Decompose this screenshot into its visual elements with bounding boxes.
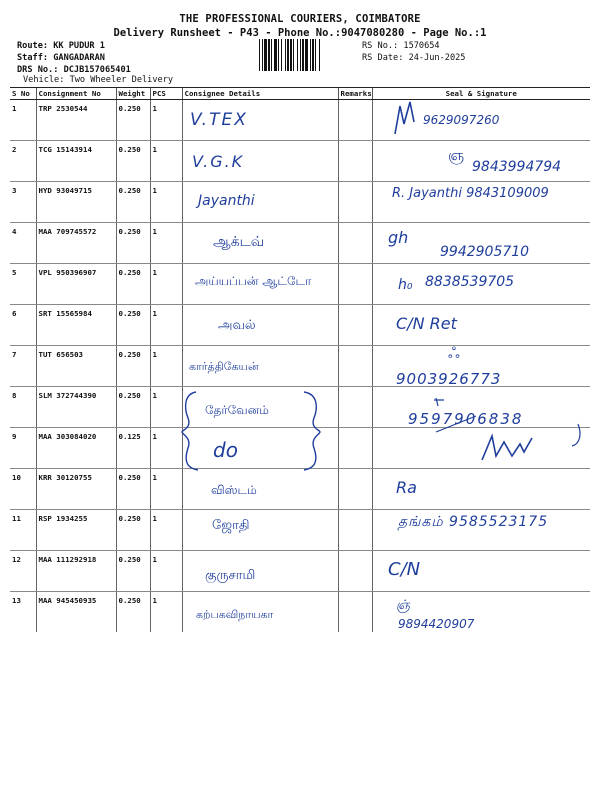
- weight-cell: 0.250: [116, 346, 150, 387]
- signature-hand-4: 9942905710: [440, 244, 530, 260]
- consignee-hand-7: கார்த்திகேயன்: [189, 360, 259, 373]
- signature-cell: [372, 346, 590, 387]
- remarks-cell: [338, 264, 372, 305]
- remarks-cell: [338, 592, 372, 633]
- consignee-cell: [182, 592, 338, 633]
- barcode-bar: [312, 39, 314, 71]
- consignee-hand-13: கற்பகவிநாயகா: [196, 608, 274, 621]
- barcode-bar: [305, 39, 308, 71]
- signature-cell: [372, 305, 590, 346]
- pcs-cell: 1: [150, 469, 182, 510]
- weight-cell: 0.250: [116, 141, 150, 182]
- consignment-cell: VPL 950396907: [36, 264, 116, 305]
- weight-cell: 0.250: [116, 305, 150, 346]
- runsheet-table: [10, 87, 590, 632]
- weight-cell: 0.250: [116, 264, 150, 305]
- runsheet-subtitle: Delivery Runsheet - P43 - Phone No.:9047080280 - Page No.:1: [113, 27, 487, 39]
- consignee-hand-10: விஸ்டம்: [211, 483, 257, 497]
- sno-cell: 1: [10, 100, 36, 141]
- consignee-hand-4: ஆக்டவ்: [213, 234, 265, 250]
- signature-cell: [372, 592, 590, 633]
- consignment-cell: RSP 1934255: [36, 510, 116, 551]
- barcode-bar: [293, 39, 294, 71]
- sno-cell: 13: [12, 596, 21, 605]
- consignee-cell: [182, 264, 338, 305]
- pcs-cell: 1: [150, 510, 182, 551]
- pcs-cell: 1: [150, 387, 182, 428]
- consignee-hand-8: தேர்வேனம்: [205, 403, 269, 417]
- signature-cell: [372, 387, 590, 428]
- barcode-bar: [262, 39, 263, 71]
- drs-number: DRS No.: DCJB157065401: [17, 65, 131, 75]
- col-weight: Weight: [116, 88, 150, 100]
- pcs-cell: 1: [150, 551, 182, 592]
- sno-cell: 5: [10, 264, 36, 305]
- remarks-cell: [338, 551, 372, 592]
- signature-hand-12: C/N: [388, 559, 421, 580]
- signature-hand-13: 9894420907: [398, 617, 475, 631]
- col-consignee: Consignee Details: [182, 88, 338, 100]
- consignee-hand-5: அய்யப்பன் ஆட்டோ: [195, 274, 312, 288]
- weight-cell: 0.250: [116, 551, 150, 592]
- sno-cell: 10: [10, 469, 36, 510]
- signature-hand-5: 8838539705: [425, 274, 515, 290]
- table-row: [10, 305, 590, 346]
- table-row: [10, 592, 590, 633]
- barcode-bar: [285, 39, 286, 71]
- barcode-bar: [259, 39, 260, 71]
- pcs-cell: 1: [150, 264, 182, 305]
- pcs-cell: 1: [150, 428, 182, 469]
- weight-cell: 0.250: [116, 387, 150, 428]
- sno-cell: 11: [10, 510, 36, 551]
- barcode-bar: [268, 39, 270, 71]
- signature-cell: [372, 141, 590, 182]
- table-row: [10, 264, 590, 305]
- weight-cell: 0.250: [116, 592, 150, 633]
- remarks-cell: [338, 510, 372, 551]
- sno-cell: 8: [10, 387, 36, 428]
- signature-cell: [372, 469, 590, 510]
- consignment-cell: MAA 945450935: [36, 592, 116, 633]
- route-label: Route: KK PUDUR 1: [17, 41, 105, 51]
- barcode-bar: [302, 39, 304, 71]
- consignee-hand-12: குருசாமி: [205, 568, 256, 583]
- table-row: [10, 223, 590, 264]
- table-row: [10, 182, 590, 223]
- consignment-cell: KRR 30120755: [36, 469, 116, 510]
- pcs-cell: 1: [150, 223, 182, 264]
- consignee-hand-1: V.TEX: [190, 110, 248, 130]
- barcode-bar: [278, 39, 279, 71]
- barcode-bar: [281, 39, 282, 71]
- consignment-cell: HYD 93049715: [36, 182, 116, 223]
- signature-cell: [372, 551, 590, 592]
- consignee-cell: [182, 510, 338, 551]
- signature-cell: [372, 264, 590, 305]
- signature-hand-11: தங்கம் 9585523175: [398, 514, 549, 530]
- signature-mark-7: ஃ: [448, 344, 460, 362]
- signature-hand-6: C/N Ret: [396, 314, 457, 333]
- pcs-cell: 1: [150, 141, 182, 182]
- barcode-bar: [310, 39, 311, 71]
- signature-cell: [372, 182, 590, 223]
- barcode-bar: [264, 39, 267, 71]
- signature-mark-2: ஞ: [448, 146, 465, 164]
- runsheet-title: THE PROFESSIONAL COURIERS, COIMBATORE: [179, 13, 421, 25]
- sno-cell: 2: [10, 141, 36, 182]
- remarks-cell: [338, 469, 372, 510]
- sno-cell: 4: [10, 223, 36, 264]
- signature-hand-3: R. Jayanthi 9843109009: [392, 186, 549, 201]
- table-row: [10, 100, 590, 141]
- table-row: [10, 346, 590, 387]
- table-row: [10, 510, 590, 551]
- consignee-hand-11: ஜோதி: [212, 518, 250, 533]
- consignment-cell: SRT 15565984: [36, 305, 116, 346]
- pcs-cell: 1: [150, 100, 182, 141]
- consignment-cell: TRP 2530544: [36, 100, 116, 141]
- barcode-bar: [300, 39, 301, 71]
- signature-cell: [372, 223, 590, 264]
- signature-scrawl-10: Ra: [396, 478, 417, 497]
- consignment-cell: SLM 372744390: [36, 387, 116, 428]
- consignee-cell: [182, 305, 338, 346]
- pcs-cell: 1: [150, 592, 182, 633]
- remarks-cell: [338, 346, 372, 387]
- consignee-cell: [182, 346, 338, 387]
- signature-hand-2: 9843994794: [472, 159, 562, 175]
- sno-cell: 6: [10, 305, 36, 346]
- weight-cell: 0.250: [116, 182, 150, 223]
- weight-cell: 0.125: [116, 428, 150, 469]
- barcode-bar: [290, 39, 292, 71]
- consignment-cell: MAA 111292918: [36, 551, 116, 592]
- table-row: [10, 551, 590, 592]
- barcode-bar: [287, 39, 289, 71]
- staff-label: Staff: GANGADARAN: [17, 53, 105, 63]
- signature-hand-1: 9629097260: [423, 113, 500, 127]
- consignee-hand-2: V.G.K: [192, 152, 245, 171]
- signature-scrawl-4: gh: [388, 228, 409, 247]
- consignee-hand-9: do: [213, 438, 238, 462]
- sno-cell: 12: [10, 551, 36, 592]
- consignee-cell: [182, 141, 338, 182]
- remarks-cell: [338, 305, 372, 346]
- consignment-cell: MAA 303084020: [36, 428, 116, 469]
- weight-cell: 0.250: [116, 223, 150, 264]
- consignee-bracket: [180, 388, 322, 472]
- barcode-bar: [319, 39, 320, 71]
- barcode-bar: [274, 39, 277, 71]
- weight-cell: 0.250: [116, 469, 150, 510]
- pcs-cell: 1: [150, 182, 182, 223]
- remarks-cell: [338, 141, 372, 182]
- consignee-cell: [182, 182, 338, 223]
- barcode-bar: [297, 39, 298, 71]
- consignee-cell: [182, 469, 338, 510]
- signature-scrawl-13: ஞ்: [396, 598, 410, 613]
- signature-hand-8: 9597906838: [408, 410, 524, 428]
- signature-cell: [372, 510, 590, 551]
- signature-cell: [372, 428, 590, 469]
- signature-cell: [372, 100, 590, 141]
- barcode-bar: [315, 39, 316, 71]
- consignee-cell: [182, 223, 338, 264]
- barcode-bar: [271, 39, 272, 71]
- consignee-hand-6: அவல்: [218, 318, 256, 333]
- signature-scrawl-5: h₀: [398, 277, 413, 293]
- col-seal-signature: Seal & Signature: [372, 88, 590, 100]
- consignment-cell: TUT 656503: [36, 346, 116, 387]
- consignment-cell: TCG 15143914: [36, 141, 116, 182]
- remarks-cell: [338, 428, 372, 469]
- sno-cell: 3: [10, 182, 36, 223]
- remarks-cell: [338, 182, 372, 223]
- weight-cell: 0.250: [116, 510, 150, 551]
- consignee-hand-3: Jayanthi: [198, 193, 255, 209]
- consignment-cell: MAA 709745572: [36, 223, 116, 264]
- table-row: [10, 141, 590, 182]
- rs-date: RS Date: 24-Jun-2025: [362, 53, 466, 63]
- signature-hand-7: 9003926773: [396, 370, 502, 388]
- remarks-cell: [338, 100, 372, 141]
- remarks-cell: [338, 387, 372, 428]
- remarks-cell: [338, 223, 372, 264]
- col-pcs: PCS: [150, 88, 182, 100]
- rs-number: RS No.: 1570654: [362, 41, 440, 51]
- barcode: [259, 39, 354, 71]
- table-header-row: [10, 88, 590, 100]
- consignee-cell: [182, 551, 338, 592]
- col-remarks: Remarks: [338, 88, 372, 100]
- col-consignment: Consignment No: [36, 88, 116, 100]
- pcs-cell: 1: [150, 346, 182, 387]
- pcs-cell: 1: [150, 305, 182, 346]
- col-sno: S No: [10, 88, 36, 100]
- vehicle-label: Vehicle: Two Wheeler Delivery: [23, 75, 174, 85]
- table-row: [10, 469, 590, 510]
- sno-cell: 9: [10, 428, 36, 469]
- sno-cell: 7: [10, 346, 36, 387]
- weight-cell: 0.250: [116, 100, 150, 141]
- consignee-cell: [182, 100, 338, 141]
